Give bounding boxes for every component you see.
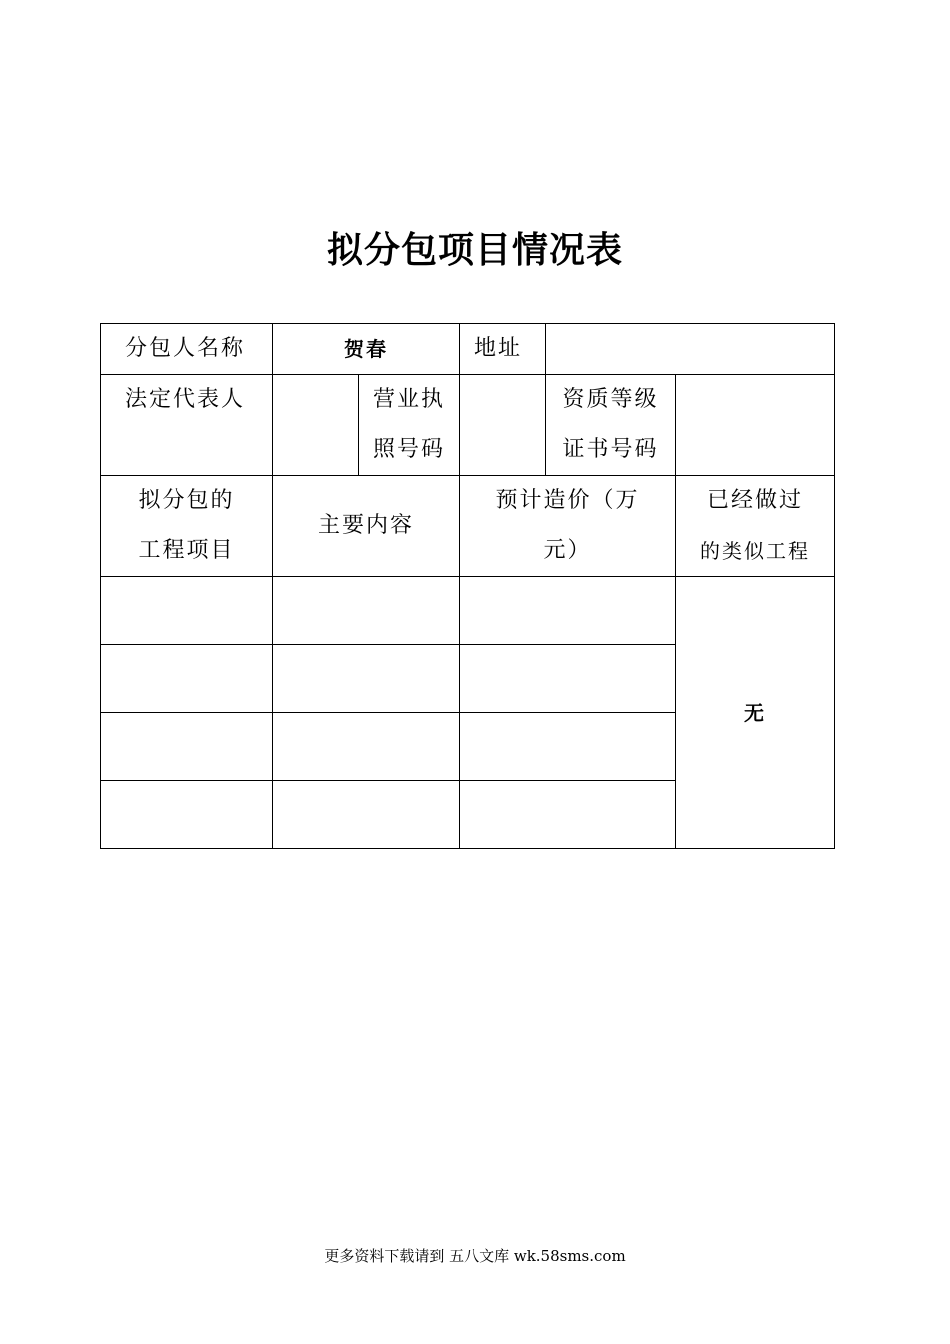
header-cost-line1: 预计造价（万 bbox=[495, 488, 640, 513]
similar-projects-value: 无 bbox=[676, 577, 835, 849]
row-project bbox=[101, 645, 273, 713]
row-content bbox=[273, 781, 460, 849]
legal-rep-value bbox=[273, 375, 359, 476]
header-project bbox=[101, 476, 273, 577]
header-similar bbox=[676, 476, 835, 577]
header-project-line2: 工程项目 bbox=[138, 538, 235, 563]
row-project bbox=[101, 781, 273, 849]
row-content bbox=[273, 577, 460, 645]
header-cost-line2: 元） bbox=[543, 538, 592, 563]
qualification-label bbox=[546, 375, 676, 476]
qualification-label-line2: 证书号码 bbox=[562, 437, 659, 462]
header-similar-line2: 的类似工程 bbox=[700, 539, 810, 563]
license-label-line2: 照号码 bbox=[372, 437, 445, 462]
row-project bbox=[101, 577, 273, 645]
footer-note: 更多资料下载请到 五八文库 wk.58sms.com bbox=[324, 1247, 626, 1265]
header-row bbox=[101, 476, 835, 577]
header-cost bbox=[460, 476, 676, 577]
row-content bbox=[273, 713, 460, 781]
page-title: 拟分包项目情况表 bbox=[326, 230, 623, 271]
license-label bbox=[359, 375, 460, 476]
qualification-label-line1: 资质等级 bbox=[562, 387, 659, 412]
table-row bbox=[101, 577, 835, 645]
row-content bbox=[273, 645, 460, 713]
row-cost bbox=[460, 781, 676, 849]
qualification-value bbox=[676, 375, 835, 476]
address-value bbox=[546, 324, 835, 375]
header-content: 主要内容 bbox=[273, 476, 460, 577]
row-project bbox=[101, 713, 273, 781]
row-cost bbox=[460, 713, 676, 781]
subcontract-table bbox=[100, 323, 835, 849]
address-label: 地址 bbox=[460, 324, 546, 375]
row-cost bbox=[460, 577, 676, 645]
subcontractor-name-value: 贺春 bbox=[273, 324, 460, 375]
license-label-line1: 营业执 bbox=[372, 387, 445, 412]
header-similar-line1: 已经做过 bbox=[706, 488, 803, 513]
subcontractor-name-label: 分包人名称 bbox=[101, 324, 273, 375]
table-row bbox=[101, 324, 835, 375]
table-row bbox=[101, 375, 835, 476]
row-cost bbox=[460, 645, 676, 713]
legal-rep-label: 法定代表人 bbox=[101, 375, 273, 476]
license-value bbox=[460, 375, 546, 476]
header-project-line1: 拟分包的 bbox=[138, 488, 235, 513]
